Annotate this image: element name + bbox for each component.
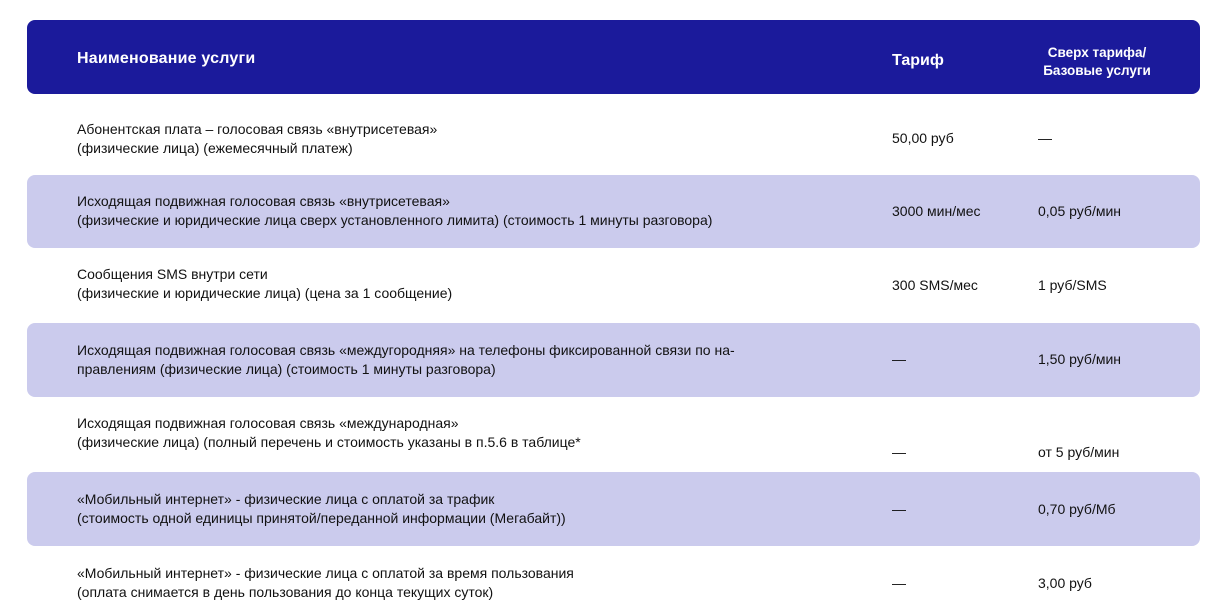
- service-name-line2: (физические и юридические лица) (цена за 1 сообщение): [77, 285, 453, 301]
- over-tariff-value: 1,50 руб/мин: [1038, 351, 1122, 367]
- service-name-line2: (стоимость одной единицы принятой/переданной информации (Мегабайт)): [77, 510, 566, 526]
- header-over-tariff: [1027, 44, 1167, 80]
- tariff-value: 50,00 руб: [892, 130, 954, 146]
- service-name: [77, 341, 857, 379]
- over-tariff-value: 1 руб/SMS: [1038, 277, 1107, 293]
- over-tariff-value: от 5 руб/мин: [1038, 444, 1120, 460]
- service-name-line1: Исходящая подвижная голосовая связь «внутрисетевая»: [77, 193, 450, 209]
- tariff-value: 3000 мин/мес: [892, 203, 981, 219]
- over-tariff-value: 0,05 руб/мин: [1038, 203, 1122, 219]
- service-name-line1: Исходящая подвижная голосовая связь «междугородняя» на телефоны фиксированной связи по на-: [77, 342, 735, 358]
- service-name-line1: Исходящая подвижная голосовая связь «международная»: [77, 415, 459, 431]
- service-name: [77, 192, 857, 230]
- header-over-line2: Базовые услуги: [1043, 63, 1151, 78]
- table-row: [27, 547, 1200, 614]
- service-name-line2: (физические лица) (полный перечень и стоимость указаны в п.5.6 в таблице*: [77, 434, 581, 450]
- service-name-line1: «Мобильный интернет» - физические лица с оплатой за трафик: [77, 491, 495, 507]
- table-row: [27, 323, 1200, 397]
- over-tariff-value: 3,00 руб: [1038, 575, 1092, 591]
- service-name-line1: Абонентская плата – голосовая связь «внутрисетевая»: [77, 121, 438, 137]
- table-row: [27, 249, 1200, 322]
- service-name: [77, 564, 857, 602]
- tariff-value: 300 SMS/мес: [892, 277, 978, 293]
- header-over-line1: Сверх тарифа/: [1047, 45, 1147, 60]
- table-row: [27, 175, 1200, 248]
- service-name: [77, 120, 857, 158]
- service-name: [77, 414, 857, 452]
- table-row: [27, 472, 1200, 546]
- service-name-line2: (физические и юридические лица сверх установленного лимита) (стоимость 1 минуты разговора): [77, 212, 713, 228]
- service-name: [77, 265, 857, 303]
- service-name-line1: Сообщения SMS внутри сети: [77, 266, 268, 282]
- service-name-line2: правлениям (физические лица) (стоимость 1 минуты разговора): [77, 361, 496, 377]
- over-tariff-value: —: [1038, 130, 1052, 146]
- header-service-name: Наименование услуги: [77, 50, 256, 67]
- service-name-line2: (оплата снимается в день пользования до конца текущих суток): [77, 584, 494, 600]
- over-tariff-value: 0,70 руб/Мб: [1038, 501, 1116, 517]
- table-header: [27, 20, 1200, 94]
- table-row: [27, 104, 1200, 174]
- service-name: [77, 490, 857, 528]
- tariff-value: —: [892, 351, 906, 367]
- tariff-value: —: [892, 575, 906, 591]
- tariff-value: —: [892, 444, 906, 460]
- tariff-value: —: [892, 501, 906, 517]
- table-row: [27, 398, 1200, 471]
- header-tariff: Тариф: [892, 52, 944, 69]
- service-name-line1: «Мобильный интернет» - физические лица с оплатой за время пользования: [77, 565, 574, 581]
- service-name-line2: (физические лица) (ежемесячный платеж): [77, 140, 353, 156]
